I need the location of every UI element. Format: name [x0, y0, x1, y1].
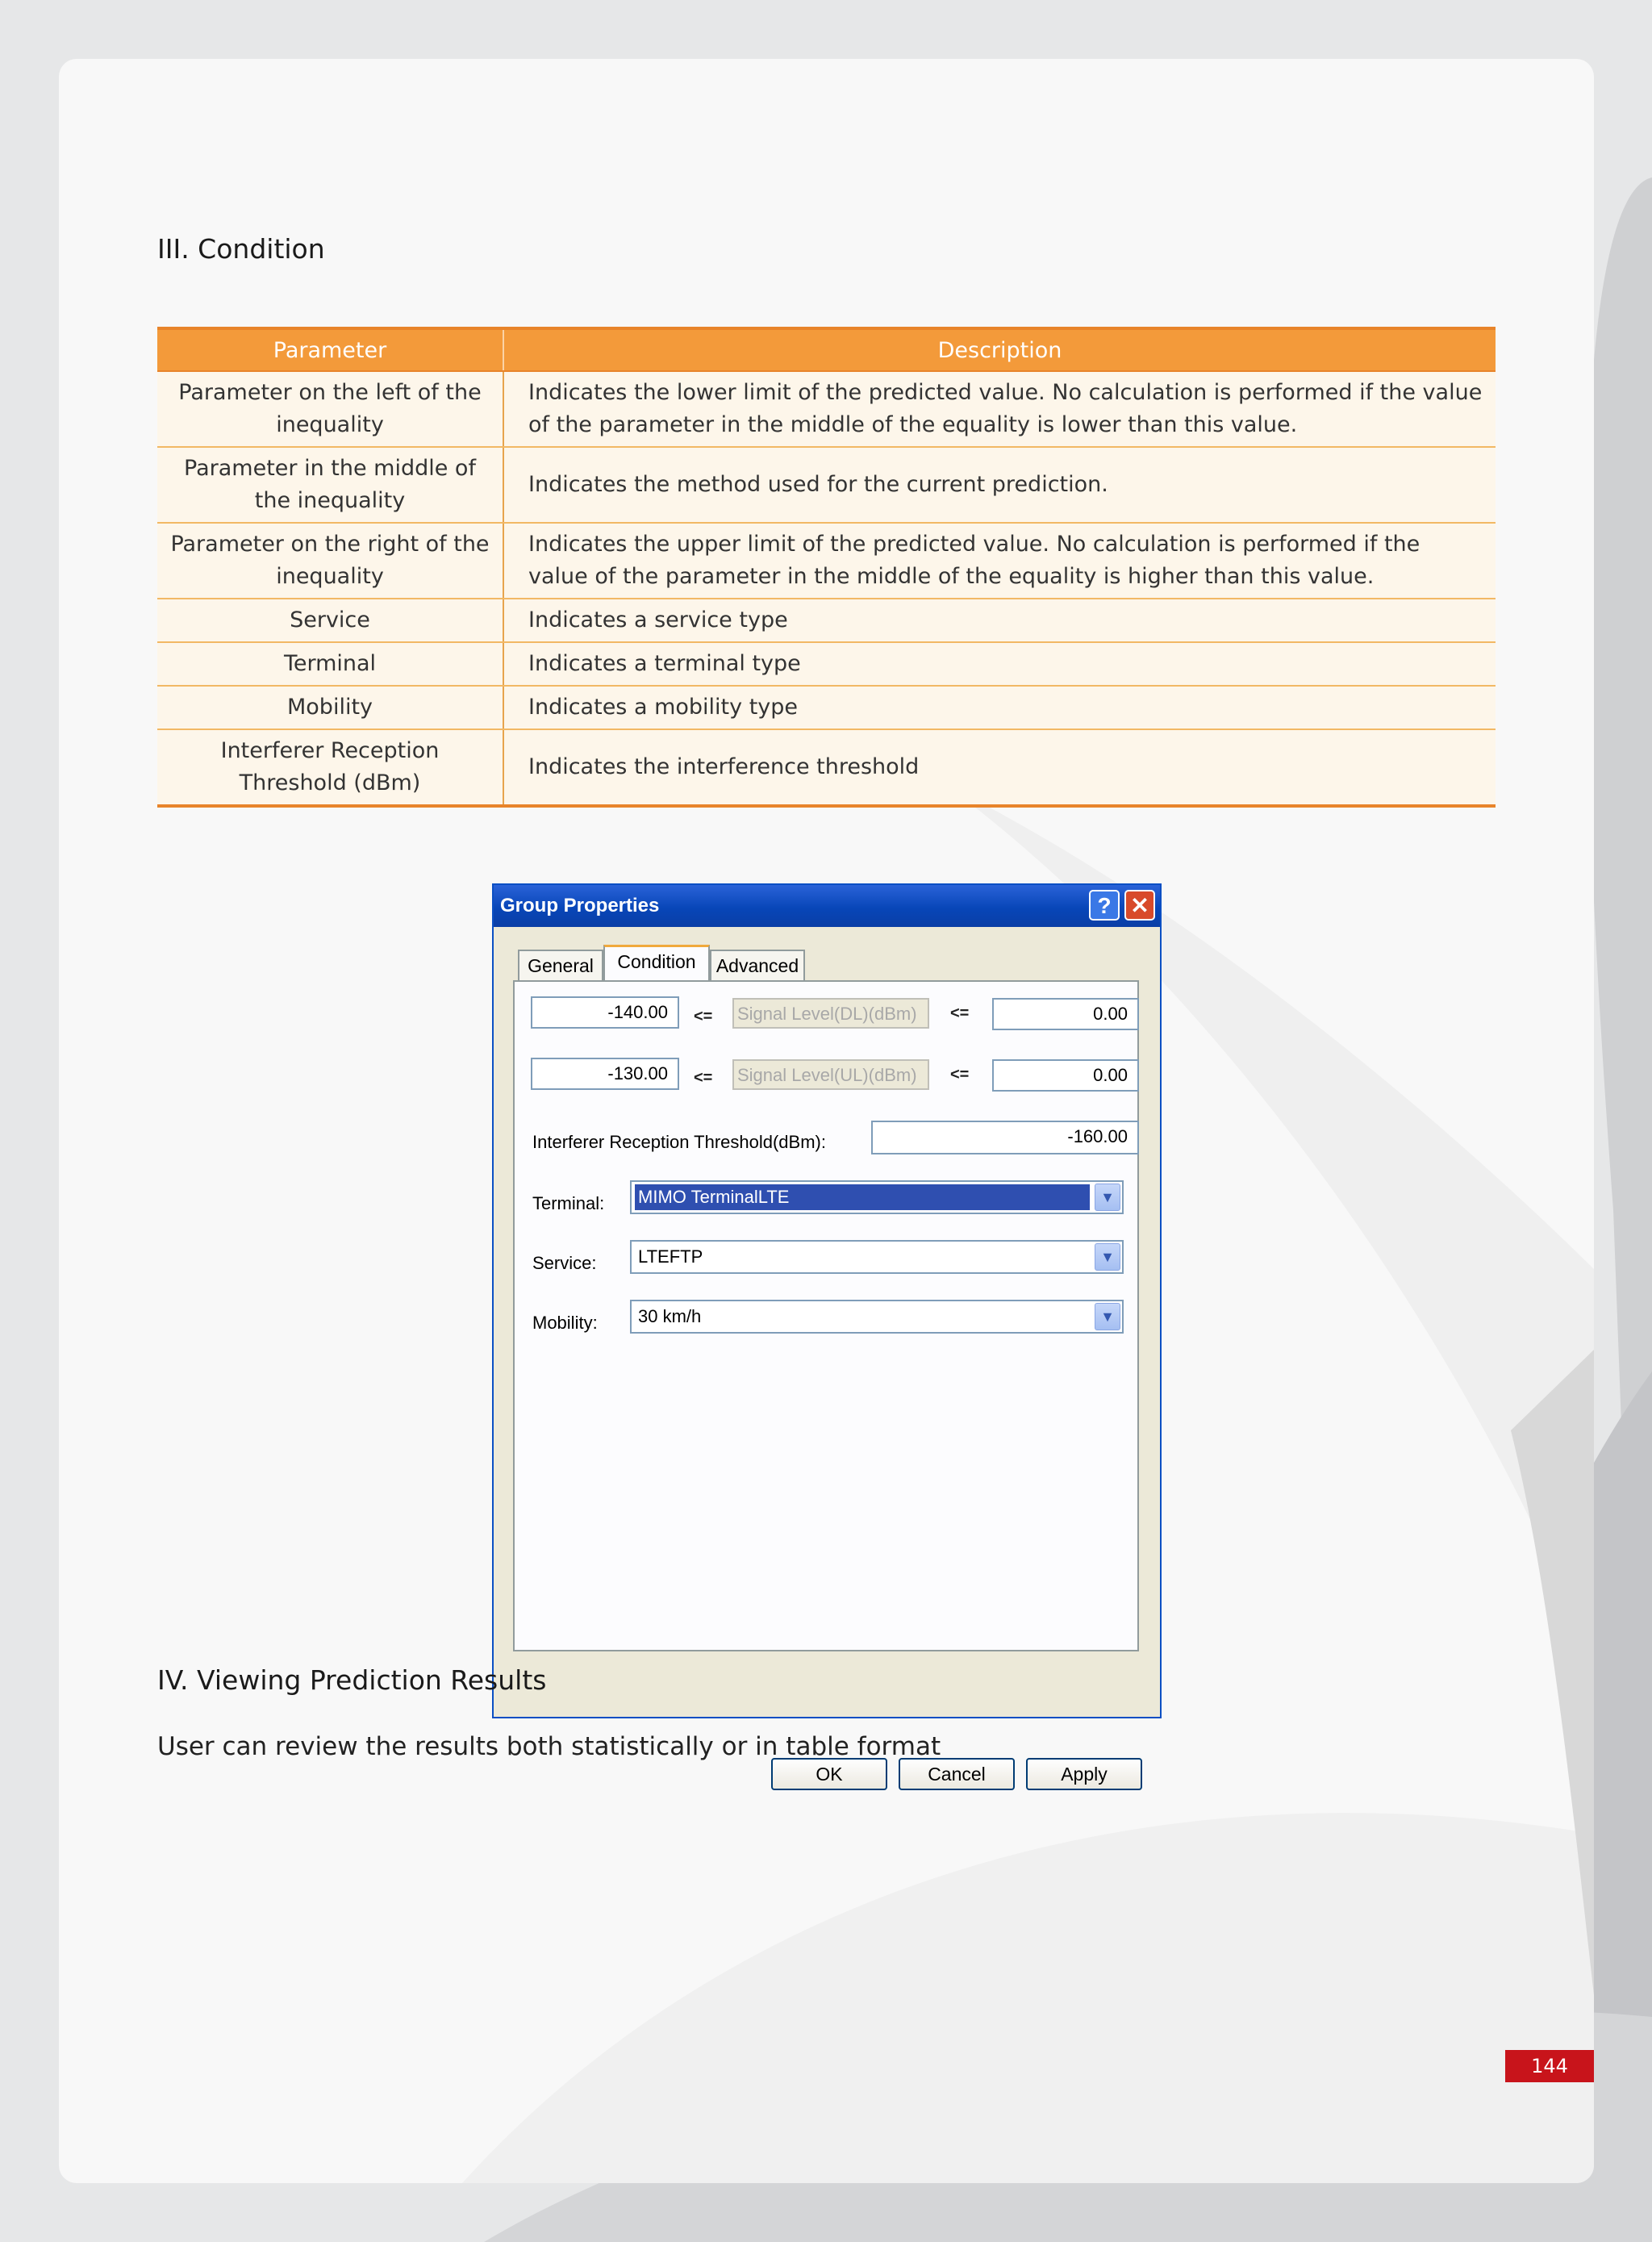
dialog-title: Group Properties — [500, 895, 660, 916]
tab-advanced[interactable]: Advanced — [710, 950, 805, 980]
ul-method-field: Signal Level(UL)(dBm) — [732, 1059, 929, 1090]
page-number: 144 — [1505, 2050, 1594, 2082]
cell-description: Indicates the method used for the current prediction. — [503, 447, 1496, 523]
table-row — [157, 447, 1496, 523]
close-icon[interactable]: ✕ — [1124, 890, 1155, 921]
table-row — [157, 642, 1496, 686]
ul-min-input[interactable]: -130.00 — [531, 1058, 679, 1090]
table-row — [157, 371, 1496, 447]
tab-condition[interactable]: Condition — [603, 945, 710, 982]
service-select[interactable] — [630, 1240, 1124, 1274]
ok-button[interactable]: OK — [771, 1758, 887, 1790]
mobility-select[interactable] — [630, 1300, 1124, 1334]
table-row — [157, 729, 1496, 806]
cell-parameter: Mobility — [157, 686, 503, 729]
table-row — [157, 523, 1496, 599]
le-symbol: <= — [950, 1066, 970, 1083]
cell-description: Indicates the lower limit of the predicted value. No calculation is performed if the value of the parameter in the middle of the equality is lower than this value. — [503, 371, 1496, 447]
le-symbol: <= — [694, 1008, 713, 1025]
column-header-parameter: Parameter — [157, 328, 503, 371]
terminal-select[interactable] — [630, 1180, 1124, 1214]
ul-max-input[interactable]: 0.00 — [992, 1059, 1139, 1092]
table-row — [157, 599, 1496, 642]
parameter-table — [157, 327, 1496, 808]
section-title-condition: III. Condition — [157, 233, 325, 265]
tab-general[interactable]: General — [518, 950, 603, 980]
cell-parameter: Interferer Reception Threshold (dBm) — [157, 729, 503, 806]
section-title-viewing-results: IV. Viewing Prediction Results — [157, 1664, 547, 1696]
cell-parameter: Parameter in the middle of the inequality — [157, 447, 503, 523]
section-body-text: User can review the results both statistically or in table format — [157, 1732, 941, 1761]
cell-description: Indicates a mobility type — [503, 686, 1496, 729]
chevron-down-icon[interactable]: ▼ — [1095, 1303, 1120, 1330]
cell-parameter: Terminal — [157, 642, 503, 686]
cell-description: Indicates a service type — [503, 599, 1496, 642]
le-symbol: <= — [694, 1069, 713, 1087]
threshold-input[interactable]: -160.00 — [871, 1121, 1139, 1154]
column-header-description: Description — [503, 328, 1496, 371]
terminal-value: MIMO TerminalLTE — [635, 1184, 1090, 1210]
service-label: Service: — [532, 1253, 597, 1273]
cancel-button[interactable]: Cancel — [899, 1758, 1015, 1790]
dialog-titlebar — [494, 885, 1160, 927]
chevron-down-icon[interactable]: ▼ — [1095, 1184, 1120, 1211]
cell-description: Indicates the upper limit of the predicted value. No calculation is performed if the value of the parameter in the middle of the equality is higher than this value. — [503, 523, 1496, 599]
table-row — [157, 686, 1496, 729]
apply-button[interactable]: Apply — [1026, 1758, 1142, 1790]
cell-parameter: Parameter on the left of the inequality — [157, 371, 503, 447]
dl-max-input[interactable]: 0.00 — [992, 998, 1139, 1030]
condition-panel — [513, 980, 1139, 1651]
dl-min-input[interactable]: -140.00 — [531, 996, 679, 1029]
cell-parameter: Parameter on the right of the inequality — [157, 523, 503, 599]
table-header-row — [157, 328, 1496, 371]
cell-description: Indicates the interference threshold — [503, 729, 1496, 806]
le-symbol: <= — [950, 1004, 970, 1022]
mobility-label: Mobility: — [532, 1313, 598, 1333]
dl-method-field: Signal Level(DL)(dBm) — [732, 998, 929, 1029]
service-value: LTEFTP — [638, 1246, 703, 1267]
chevron-down-icon[interactable]: ▼ — [1095, 1243, 1120, 1271]
help-icon[interactable]: ? — [1089, 890, 1120, 921]
terminal-label: Terminal: — [532, 1193, 605, 1213]
cell-parameter: Service — [157, 599, 503, 642]
document-page — [59, 59, 1594, 2183]
threshold-label: Interferer Reception Threshold(dBm): — [532, 1132, 826, 1152]
cell-description: Indicates a terminal type — [503, 642, 1496, 686]
mobility-value: 30 km/h — [638, 1306, 702, 1326]
